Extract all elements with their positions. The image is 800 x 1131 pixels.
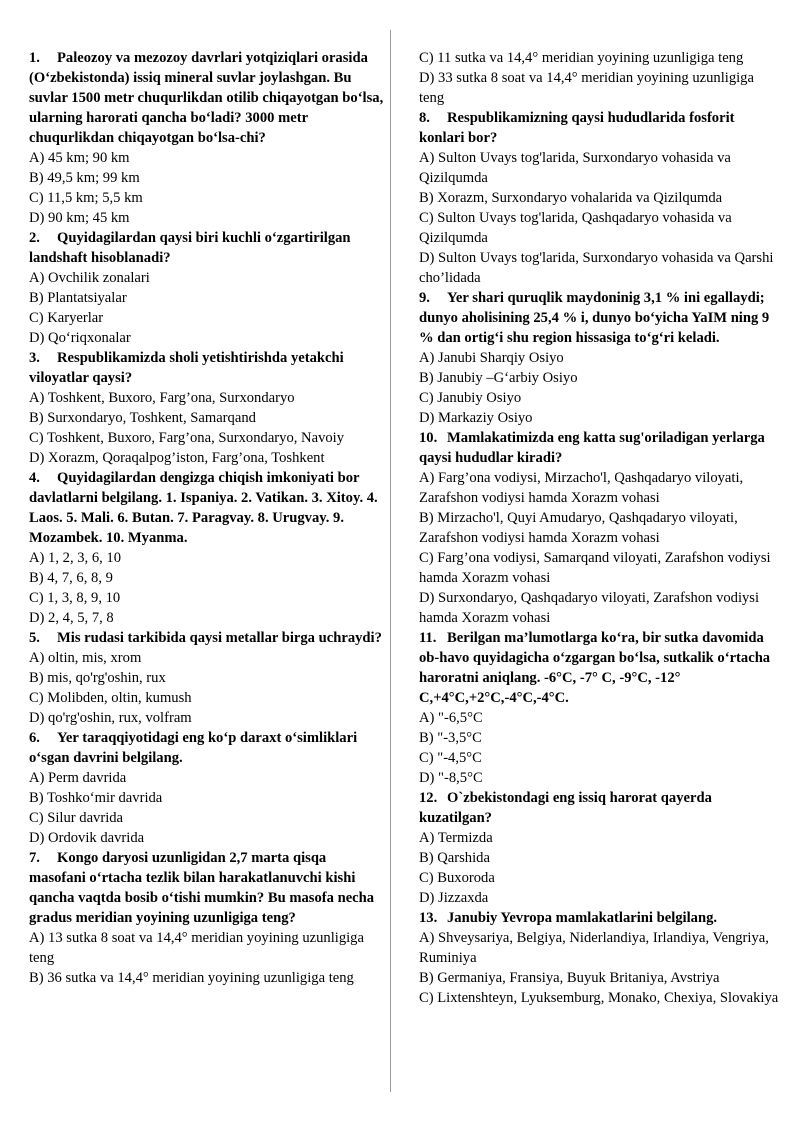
answer-option: B) Xorazm, Surxondaryo vohalarida va Qizilqumda [419, 190, 723, 206]
question-number: 1. [29, 50, 40, 66]
question-body: Quyidagilardan dengizga chiqish imkoniyati bor davlatlarni belgilang. 1. Ispaniya. 2. Vatikan. 3. Xitoy. 4. Laos. 5. Mali. 6. Butan. 7. Paragvay. 8. Urugvay. 9. Mozambek. 10. Myanma. [29, 470, 378, 546]
question-body: Quyidagilardan qaysi biri kuchli o‘zgartirilgan landshaft hisoblanadi? [29, 230, 351, 266]
left-column [29, 48, 385, 988]
answer-option: A) Perm davrida [29, 770, 127, 786]
question-text [419, 288, 779, 348]
question-number: 11. [419, 630, 437, 646]
answer-option: A) "-6,5°C [419, 710, 483, 726]
answer-option: B) 49,5 km; 99 km [29, 170, 140, 186]
question-body: O`zbekistondagi eng issiq harorat qayerda kuzatilgan? [419, 790, 712, 826]
question-number: 2. [29, 230, 40, 246]
answer-option: C) Sulton Uvays tog'larida, Qashqadaryo vohasida va Qizilqumda [419, 210, 732, 246]
question-number: 3. [29, 350, 40, 366]
answer-option: D) "-8,5°C [419, 770, 483, 786]
answer-option: A) 1, 2, 3, 6, 10 [29, 550, 122, 566]
question-text [419, 788, 779, 828]
answer-option: D) Xorazm, Qoraqalpog’iston, Farg’ona, Toshkent [29, 450, 325, 466]
answer-option: B) Plantatsiyalar [29, 290, 127, 306]
answer-option: A) 45 km; 90 km [29, 150, 130, 166]
question-text [29, 468, 385, 548]
answer-option: C) Silur davrida [29, 810, 124, 826]
question-body: Mamlakatimizda eng katta sug'oriladigan yerlarga qaysi hududlar kiradi? [419, 430, 765, 466]
answer-option: C) "-4,5°C [419, 750, 482, 766]
question-block [419, 48, 779, 108]
right-column [419, 48, 779, 1008]
question-number: 8. [419, 110, 430, 126]
question-number: 4. [29, 470, 40, 486]
answer-option: A) Ovchilik zonalari [29, 270, 150, 286]
question-block [29, 628, 385, 728]
answer-option: C) 1, 3, 8, 9, 10 [29, 590, 121, 606]
answer-option: B) "-3,5°C [419, 730, 482, 746]
answer-option: A) Farg’ona vodiysi, Mirzacho'l, Qashqadaryo viloyati, Zarafshon vodiysi hamda Xorazm vohasi [419, 470, 744, 506]
answer-option: D) Jizzaxda [419, 890, 489, 906]
column-divider [390, 30, 391, 1092]
question-body: Respublikamizda sholi yetishtirishda yetakchi viloyatlar qaysi? [29, 350, 344, 386]
question-text [419, 628, 779, 708]
answer-option: A) Toshkent, Buxoro, Farg’ona, Surxondaryo [29, 390, 295, 406]
answer-option: C) Molibden, oltin, kumush [29, 690, 192, 706]
answer-option: C) Lixtenshteyn, Lyuksemburg, Monako, Chexiya, Slovakiya [419, 990, 779, 1006]
answer-option: D) Ordovik davrida [29, 830, 145, 846]
question-body: Kongo daryosi uzunligidan 2,7 marta qisqa masofani o‘rtacha tezlik bilan harakatlanuvchi kishi qancha vaqtda bosib o‘tishi mumkin? Bu masofa necha gradus meridian yoyining uzunligiga teng? [29, 850, 375, 926]
question-body: Respublikamizning qaysi hududlarida fosforit konlari bor? [419, 110, 735, 146]
answer-option: D) Surxondaryo, Qashqadaryo viloyati, Zarafshon vodiysi hamda Xorazm vohasi [419, 590, 760, 626]
answer-option: B) mis, qo'rg'oshin, rux [29, 670, 166, 686]
question-block [29, 348, 385, 468]
question-text [29, 848, 385, 928]
question-text [419, 108, 779, 148]
answer-option: C) 11,5 km; 5,5 km [29, 190, 143, 206]
answer-option: A) Termizda [419, 830, 493, 846]
answer-option: C) Toshkent, Buxoro, Farg’ona, Surxondaryo, Navoiy [29, 430, 345, 446]
answer-option: D) 90 km; 45 km [29, 210, 130, 226]
question-text [29, 348, 385, 388]
answer-option: D) Sulton Uvays tog'larida, Surxondaryo vohasida va Qarshi cho’lidada [419, 250, 774, 286]
question-block [419, 428, 779, 628]
question-body: Janubiy Yevropa mamlakatlarini belgilang. [447, 910, 718, 926]
answer-option: B) Toshko‘mir davrida [29, 790, 163, 806]
answer-option: B) Qarshida [419, 850, 490, 866]
question-text [29, 48, 385, 148]
question-block [419, 108, 779, 288]
answer-option: C) Buxoroda [419, 870, 495, 886]
answer-option: D) 33 sutka 8 soat va 14,4° meridian yoyining uzunligiga teng [419, 70, 754, 106]
answer-option: A) 13 sutka 8 soat va 14,4° meridian yoyining uzunligiga teng [29, 930, 364, 966]
answer-option: B) Surxondaryo, Toshkent, Samarqand [29, 410, 256, 426]
question-body: Paleozoy va mezozoy davrlari yotqiziqlari orasida (O‘zbekistonda) issiq mineral suvlar joylashgan. Bu suvlar 1500 metr chuqurlikdan otilib chiqayotgan bo‘lsa, ularning harorati qancha bo‘ladi? 3000 metr chuqurlikdan chiqayotgan bo‘lsa-chi? [29, 50, 384, 146]
answer-option: A) Shveysariya, Belgiya, Niderlandiya, Irlandiya, Vengriya, Ruminiya [419, 930, 769, 966]
answer-option: B) Germaniya, Fransiya, Buyuk Britaniya, Avstriya [419, 970, 720, 986]
answer-option: B) Mirzacho'l, Quyi Amudaryo, Qashqadaryo viloyati, Zarafshon vodiysi hamda Xorazm vohasi [419, 510, 738, 546]
answer-option: B) 36 sutka va 14,4° meridian yoyining uzunligiga teng [29, 970, 354, 986]
answer-option: A) oltin, mis, xrom [29, 650, 142, 666]
question-body: Mis rudasi tarkibida qaysi metallar birga uchraydi? [57, 630, 382, 646]
question-number: 5. [29, 630, 40, 646]
answer-option: C) Janubiy Osiyo [419, 390, 522, 406]
answer-option: B) 4, 7, 6, 8, 9 [29, 570, 113, 586]
answer-option: C) 11 sutka va 14,4° meridian yoyining uzunligiga teng [419, 50, 744, 66]
question-block [29, 728, 385, 848]
question-body: Yer taraqqiyotidagi eng ko‘p daraxt o‘simliklari o‘sgan davrini belgilang. [29, 730, 358, 766]
question-block [419, 788, 779, 908]
answer-option: D) 2, 4, 5, 7, 8 [29, 610, 114, 626]
question-block [419, 908, 779, 1008]
question-text [29, 228, 385, 268]
question-number: 9. [419, 290, 430, 306]
question-body: Berilgan ma’lumotlarga ko‘ra, bir sutka davomida ob-havo quyidagicha o‘zgargan bo‘lsa, sutkalik o‘rtacha haroratni aniqlang. -6°C, -7° C, -9°C, -12° C,+4°C,+2°C,-4°C,-4°C. [419, 630, 771, 706]
answer-option: C) Farg’ona vodiysi, Samarqand viloyati, Zarafshon vodiysi hamda Xorazm vohasi [419, 550, 771, 586]
question-block [29, 228, 385, 348]
question-number: 13. [419, 910, 438, 926]
question-text [419, 428, 779, 468]
answer-option: B) Janubiy –G‘arbiy Osiyo [419, 370, 578, 386]
question-number: 10. [419, 430, 438, 446]
question-number: 12. [419, 790, 438, 806]
answer-option: C) Karyerlar [29, 310, 104, 326]
question-block [419, 628, 779, 788]
question-block [29, 48, 385, 228]
question-text [419, 908, 779, 928]
question-body: Yer shari quruqlik maydoninig 3,1 % ini egallaydi; dunyo aholisining 25,4 % i, dunyo bo‘yicha YaIM ning 9 % dan ortig‘i shu region hissasiga to‘g‘ri keladi. [419, 290, 770, 346]
question-text [29, 628, 385, 648]
answer-option: A) Janubi Sharqiy Osiyo [419, 350, 564, 366]
question-text [29, 728, 385, 768]
question-block [29, 848, 385, 988]
answer-option: D) Markaziy Osiyo [419, 410, 533, 426]
question-number: 7. [29, 850, 40, 866]
question-number: 6. [29, 730, 40, 746]
question-block [29, 468, 385, 628]
question-block [419, 288, 779, 428]
answer-option: D) Qo‘riqxonalar [29, 330, 131, 346]
answer-option: D) qo'rg'oshin, rux, volfram [29, 710, 192, 726]
answer-option: A) Sulton Uvays tog'larida, Surxondaryo vohasida va Qizilqumda [419, 150, 731, 186]
